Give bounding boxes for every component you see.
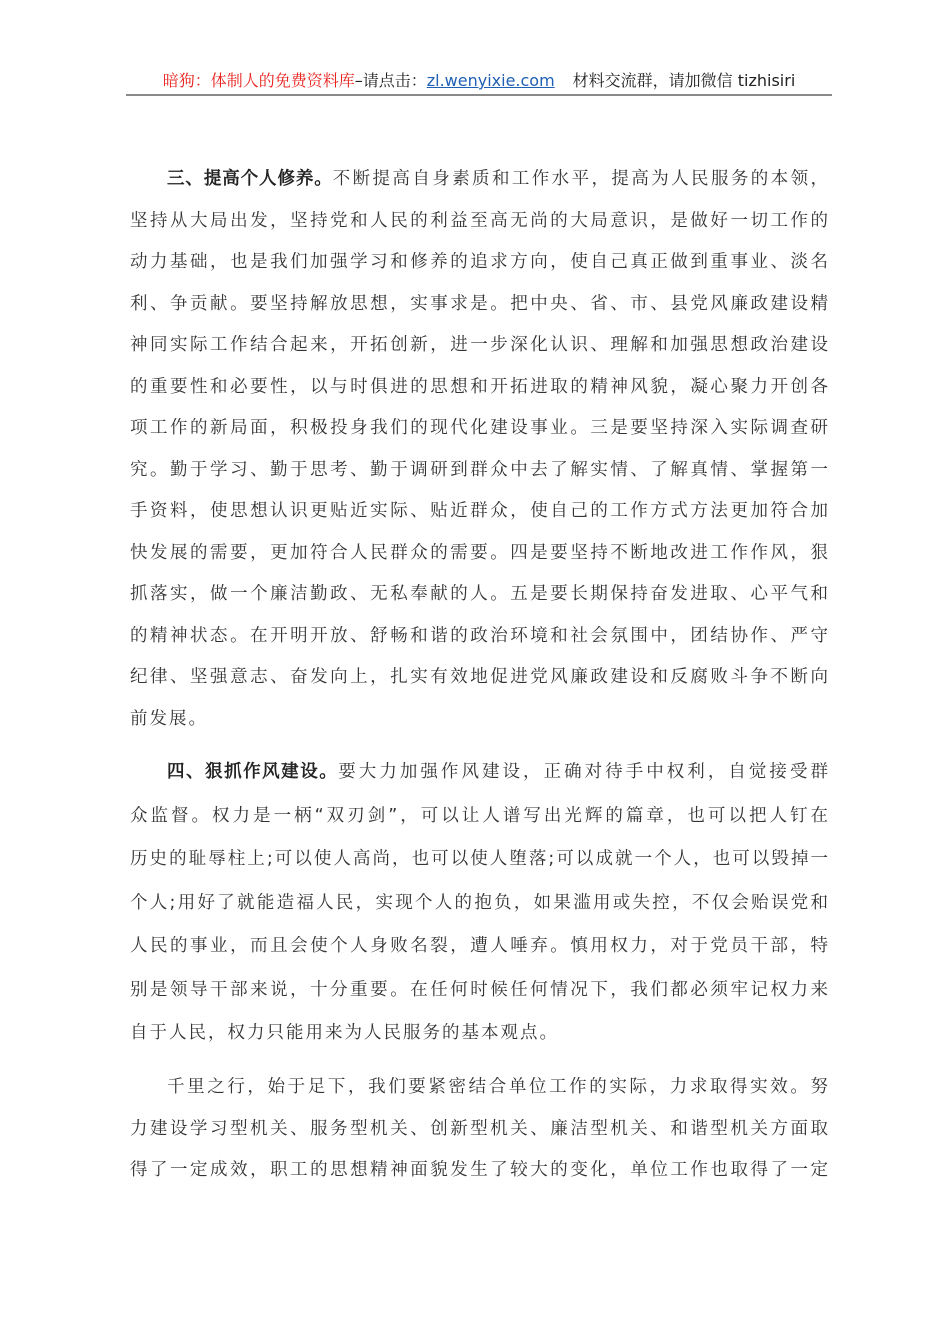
text-line: 别是领导干部来说，十分重要。在任何时候任何情况下，我们都必须牢记权力来 — [130, 979, 830, 1000]
text-line: 众监督。权力是一柄“双刃剑”，可以让人谱写出光辉的篇章，也可以把人钉在 — [130, 805, 830, 826]
text-line: 坚持从大局出发，坚持党和人民的利益至高无尚的大局意识，是做好一切工作的 — [130, 210, 830, 231]
text-line: 手资料，使思想认识更贴近实际、贴近群众，使自己的工作方式方法更加符合加 — [130, 501, 830, 521]
section-heading: 四、狠抓作风建设。 — [167, 762, 339, 782]
paragraph-personal-cultivation — [130, 159, 830, 740]
brand-text: 暗狗：体制人的免费资料库 — [162, 71, 355, 90]
text-line: 前发展。 — [130, 708, 208, 729]
contact-text: 材料交流群，请加微信 tizhisiri — [572, 71, 796, 90]
text-line: 得了一定成效，职工的思想精神面貌发生了较大的变化，单位工作也取得了一定 — [130, 1160, 830, 1180]
paragraph-first-line: 千里之行，始于足下，我们要紧密结合单位工作的实际，力求取得实效。努 — [167, 1077, 830, 1097]
text-line: 抓落实，做一个廉洁勤政、无私奉献的人。五是要长期保持奋发进取、心平气和 — [130, 584, 830, 604]
text-line: 力建设学习型机关、服务型机关、创新型机关、廉洁型机关、和谐型机关方面取 — [130, 1118, 830, 1139]
paragraph-conclusion — [130, 1067, 830, 1192]
prompt-text: –请点击： — [354, 71, 427, 90]
text-line: 自于人民，权力只能用来为人民服务的基本观点。 — [130, 1023, 559, 1043]
text-line: 利、争贡献。要坚持解放思想，实事求是。把中央、省、市、县党风廉政建设精 — [130, 293, 830, 314]
text-line: 个人;用好了就能造福人民，实现个人的抱负，如果滥用或失控，不仅会贻误党和 — [130, 892, 830, 913]
paragraph-first-line: 四、狠抓作风建设。要大力加强作风建设，正确对待手中权利，自觉接受群 — [167, 762, 830, 782]
page-header — [126, 68, 832, 94]
text-line: 动力基础，也是我们加强学习和修养的追求方向，使自己真正做到重事业、淡名 — [130, 252, 830, 272]
text-line: 的精神状态。在开明开放、舒畅和谐的政治环境和社会氛围中，团结协作、严守 — [130, 625, 830, 646]
text-line: 究。勤于学习、勤于思考、勤于调研到群众中去了解实情、了解真情、掌握第一 — [130, 459, 830, 480]
text-line: 项工作的新局面，积极投身我们的现代化建设事业。三是要坚持深入实际调查研 — [130, 418, 830, 438]
site-link[interactable]: zl.wenyixie.com — [426, 71, 555, 90]
text-line: 的重要性和必要性，以与时俱进的思想和开拓进取的精神风貌，凝心聚力开创各 — [130, 376, 830, 397]
header-divider — [126, 94, 832, 96]
paragraph-first-line: 三、提高个人修养。不断提高自身素质和工作水平，提高为人民服务的本领， — [167, 169, 831, 189]
text-line: 快发展的需要，更加符合人民群众的需要。四是要坚持不断地改进工作作风，狠 — [130, 542, 830, 563]
text-line: 神同实际工作结合起来，开拓创新，进一步深化认识、理解和加强思想政治建设 — [130, 335, 830, 355]
section-heading: 三、提高个人修养。 — [167, 169, 333, 189]
paragraph-work-style — [130, 751, 830, 1056]
text-line: 人民的事业，而且会使个人身败名裂，遭人唾弃。慎用权力，对于党员干部，特 — [130, 936, 830, 956]
text-line: 历史的耻辱柱上;可以使人高尚，也可以使人堕落;可以成就一个人，也可以毁掉一 — [130, 849, 830, 869]
text-line: 纪律、坚强意志、奋发向上，扎实有效地促进党风廉政建设和反腐败斗争不断向 — [130, 667, 830, 687]
